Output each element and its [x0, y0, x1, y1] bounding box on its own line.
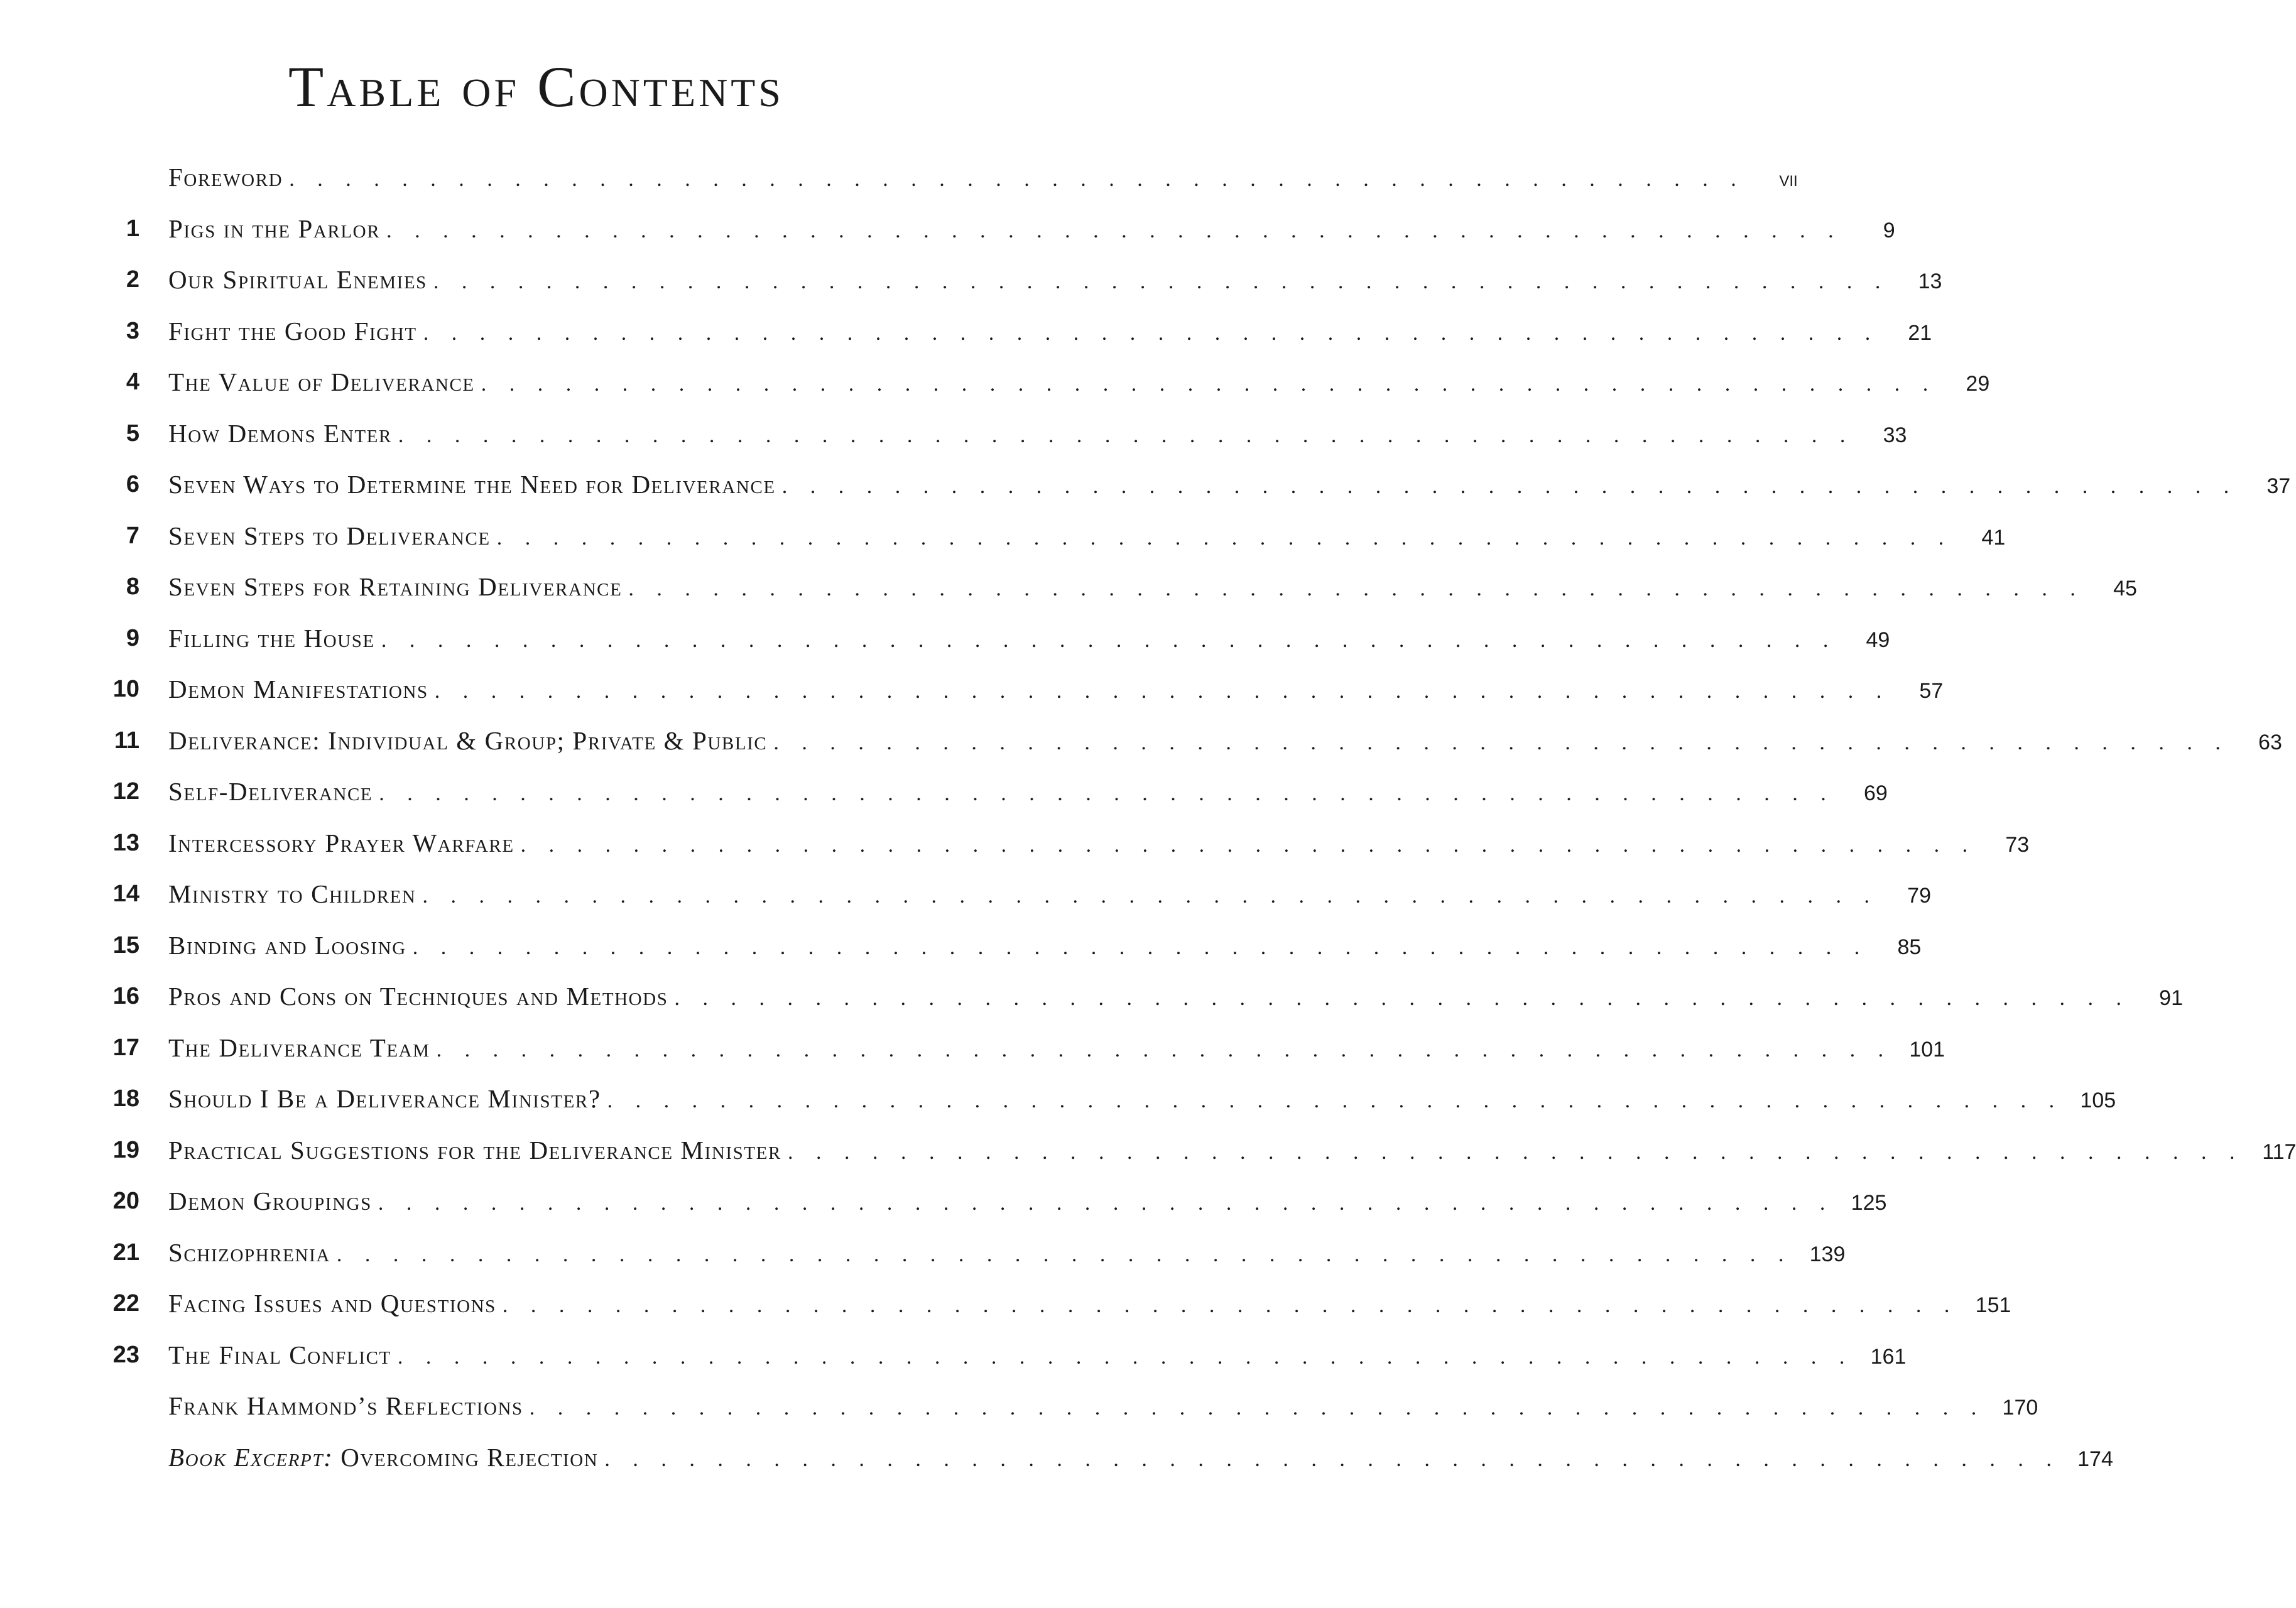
toc-entry-chapter-15 — [0, 924, 1922, 975]
dot-leader: . . . . . . . . . . . . . . . . . . . . . . . . . . . . . . . . . . . . . . . . . . . . . . . . . . . . — [674, 987, 2130, 1010]
toc-entry-chapter-19 — [0, 1129, 2296, 1180]
chapter-title: Seven Ways to Determine the Need for Deliverance — [168, 470, 776, 499]
chapter-title: Our Spiritual Enemies — [168, 265, 427, 294]
toc-entry-chapter-18 — [0, 1077, 2116, 1129]
dot-leader: . . . . . . . . . . . . . . . . . . . . . . . . . . . . . . . . . . . . . . . . . . . . . . . . . . . . — [422, 884, 1878, 908]
dot-leader: . . . . . . . . . . . . . . . . . . . . . . . . . . . . . . . . . . . . . . . . . . . . . . . . . . . . — [604, 1447, 2060, 1471]
dot-leader: . . . . . . . . . . . . . . . . . . . . . . . . . . . . . . . . . . . . . . . . . . . . . . . . . . . . — [607, 1089, 2064, 1112]
toc-entry-book-excerpt — [0, 1436, 2113, 1487]
chapter-title: Schizophrenia — [168, 1237, 330, 1267]
chapter-title: Self-Deliverance — [168, 777, 373, 806]
chapter-number: 19 — [112, 1136, 139, 1163]
chapter-title: Ministry to Children — [168, 879, 416, 908]
page-number: 105 — [2080, 1089, 2116, 1112]
chapter-title: Intercessory Prayer Warfare — [168, 828, 514, 857]
page-number: 45 — [2113, 577, 2137, 600]
dot-leader: . . . . . . . . . . . . . . . . . . . . . . . . . . . . . . . . . . . . . . . . . . . . . . . . . . . . — [336, 1242, 1793, 1266]
toc-entry-chapter-21 — [0, 1231, 1846, 1283]
page-number: 151 — [1975, 1293, 2011, 1317]
chapter-title: Deliverance: Individual & Group; Private & Public — [168, 725, 768, 755]
page-number: 49 — [1866, 627, 1890, 652]
chapter-title: The Final Conflict — [168, 1340, 391, 1369]
toc-entry-chapter-20 — [0, 1180, 1887, 1231]
chapter-title: Fight the Good Fight — [168, 316, 417, 345]
chapter-title: Should I Be a Deliverance Minister? — [168, 1084, 601, 1113]
dot-leader: . . . . . . . . . . . . . . . . . . . . . . . . . . . . . . . . . . . . . . . . . . . . . . . . . . . . — [773, 731, 2229, 754]
toc-entry-chapter-12 — [0, 770, 1888, 822]
toc-entry-foreword — [0, 156, 1798, 207]
page-number: 79 — [1907, 884, 1931, 908]
chapter-title: Seven Steps to Deliverance — [168, 521, 491, 550]
toc-entry-chapter-9 — [0, 617, 1890, 668]
toc-entry-chapter-17 — [0, 1026, 1945, 1078]
toc-entry-chapter-3 — [0, 310, 1932, 361]
page-number: 139 — [1809, 1242, 1846, 1266]
table-of-contents — [0, 156, 2296, 1487]
page-number: 85 — [1897, 935, 1922, 959]
dot-leader: . . . . . . . . . . . . . . . . . . . . . . . . . . . . . . . . . . . . . . . . . . . . . . . . . . . . — [423, 321, 1880, 345]
chapter-number: 8 — [126, 573, 139, 600]
page-number: 33 — [1883, 423, 1907, 447]
dot-leader: . . . . . . . . . . . . . . . . . . . . . . . . . . . . . . . . . . . . . . . . . . . . . . . . . . . . — [628, 577, 2084, 600]
toc-entry-chapter-5 — [0, 412, 1907, 464]
excerpt-title: Overcoming Rejection — [340, 1442, 599, 1472]
chapter-number: 11 — [114, 727, 139, 754]
dot-leader: . . . . . . . . . . . . . . . . . . . . . . . . . . . . . . . . . . . . . . . . . . . . . . . . . . . . — [436, 1038, 1893, 1062]
toc-entry-chapter-4 — [0, 361, 1990, 412]
chapter-number: 5 — [126, 420, 139, 447]
dot-leader: . . . . . . . . . . . . . . . . . . . . . . . . . . . . . . . . . . . . . . . . . . . . . . . . . . . . — [412, 935, 1869, 959]
chapter-title: Binding and Loosing — [168, 930, 406, 960]
page-number: 57 — [1919, 679, 1944, 703]
chapter-number: 7 — [126, 522, 139, 549]
chapter-number: 16 — [112, 983, 139, 1009]
dot-leader: . . . . . . . . . . . . . . . . . . . . . . . . . . . . . . . . . . . . . . . . . . . . . . . . . . . . — [379, 782, 1835, 805]
chapter-number: 2 — [126, 266, 139, 293]
dot-leader: . . . . . . . . . . . . . . . . . . . . . . . . . . . . . . . . . . . . . . . . . . . . . . . . . . . . — [397, 1345, 1854, 1369]
toc-entry-chapter-13 — [0, 822, 2030, 873]
dot-leader: . . . . . . . . . . . . . . . . . . . . . . . . . . . . . . . . . . . . . . . . . . . . . . . . . . . . — [496, 526, 1953, 550]
page-number: 41 — [1981, 525, 2006, 550]
page-number: 91 — [2159, 986, 2183, 1010]
chapter-number: 14 — [112, 881, 139, 907]
page-number: 101 — [1909, 1037, 1945, 1062]
page-number: 63 — [2258, 730, 2282, 754]
dot-leader: . . . . . . . . . . . . . . . . . . . . . . . . . . . . . . . . . . . . . . . . . . . . . . . . . . . . — [398, 423, 1854, 447]
dot-leader: . . . . . . . . . . . . . . . . . . . . . . . . . . . . . . . . . . . . . . . . . . . . . . . . . . . . — [381, 628, 1837, 652]
toc-entry-chapter-22 — [0, 1282, 2011, 1334]
toc-entry-chapter-10 — [0, 668, 1944, 719]
page-number: 117 — [2262, 1139, 2296, 1164]
page-number: vii — [1779, 167, 1798, 191]
chapter-title: Facing Issues and Questions — [168, 1289, 496, 1318]
chapter-number: 12 — [112, 778, 139, 805]
chapter-number: 13 — [112, 829, 139, 856]
chapter-title: Pros and Cons on Techniques and Methods — [168, 982, 668, 1011]
toc-entry-chapter-7 — [0, 514, 2006, 566]
page-number: 69 — [1863, 781, 1888, 805]
page-number: 29 — [1966, 372, 1990, 396]
chapter-title: The Value of Deliverance — [168, 367, 475, 396]
chapter-title: Foreword — [168, 163, 283, 192]
toc-entry-chapter-11 — [0, 719, 2282, 771]
chapter-title — [168, 1442, 604, 1472]
chapter-number: 3 — [126, 317, 139, 344]
dot-leader: . . . . . . . . . . . . . . . . . . . . . . . . . . . . . . . . . . . . . . . . . . . . . . . . . . . . — [434, 680, 1891, 703]
dot-leader: . . . . . . . . . . . . . . . . . . . . . . . . . . . . . . . . . . . . . . . . . . . . . . . . . . . . — [529, 1396, 1986, 1420]
chapter-number: 1 — [126, 215, 139, 242]
dot-leader: . . . . . . . . . . . . . . . . . . . . . . . . . . . . . . . . . . . . . . . . . . . . . . . . . . . . — [386, 219, 1842, 242]
page-number: 125 — [1851, 1191, 1887, 1215]
page-number: 37 — [2266, 474, 2291, 498]
chapter-title: Demon Manifestations — [168, 675, 428, 704]
chapter-number: 23 — [112, 1341, 139, 1368]
chapter-number: 17 — [112, 1034, 139, 1061]
toc-entry-chapter-16 — [0, 975, 2183, 1026]
page-number: 73 — [2005, 832, 2030, 857]
dot-leader: . . . . . . . . . . . . . . . . . . . . . . . . . . . . . . . . . . . . . . . . . . . . . . . . . . . . — [289, 168, 1745, 191]
chapter-title: The Deliverance Team — [168, 1033, 430, 1062]
chapter-number: 6 — [126, 471, 139, 497]
dot-leader: . . . . . . . . . . . . . . . . . . . . . . . . . . . . . . . . . . . . . . . . . . . . . . . . . . . . — [481, 372, 1937, 396]
page-number: 21 — [1908, 320, 1932, 345]
page-number: 9 — [1883, 218, 1895, 242]
chapter-number: 18 — [112, 1085, 139, 1112]
dot-leader: . . . . . . . . . . . . . . . . . . . . . . . . . . . . . . . . . . . . . . . . . . . . . . . . . . . . — [433, 270, 1890, 293]
dot-leader: . . . . . . . . . . . . . . . . . . . . . . . . . . . . . . . . . . . . . . . . . . . . . . . . . . . . — [781, 475, 2238, 498]
toc-entry-chapter-23 — [0, 1334, 1907, 1385]
page-number: 13 — [1918, 269, 1942, 293]
page-number: 161 — [1870, 1344, 1907, 1369]
page-number: 170 — [2002, 1396, 2038, 1420]
chapter-number: 4 — [126, 369, 139, 395]
toc-entry-chapter-6 — [0, 463, 2291, 514]
chapter-title: Filling the House — [168, 623, 375, 653]
dot-leader: . . . . . . . . . . . . . . . . . . . . . . . . . . . . . . . . . . . . . . . . . . . . . . . . . . . . — [520, 833, 1977, 857]
toc-entry-chapter-2 — [0, 258, 1942, 310]
chapter-title: Practical Suggestions for the Deliverance Minister — [168, 1135, 781, 1165]
chapter-number: 10 — [112, 676, 139, 702]
toc-entry-chapter-1 — [0, 207, 1895, 259]
chapter-number: 9 — [126, 624, 139, 651]
dot-leader: . . . . . . . . . . . . . . . . . . . . . . . . . . . . . . . . . . . . . . . . . . . . . . . . . . . . — [378, 1192, 1834, 1215]
toc-entry-chapter-14 — [0, 872, 1931, 924]
chapter-title: Pigs in the Parlor — [168, 214, 381, 243]
chapter-title: Demon Groupings — [168, 1187, 372, 1215]
chapter-title: Frank Hammond’s Reflections — [168, 1391, 523, 1420]
page-title: Table of Contents — [288, 55, 784, 119]
chapter-number: 20 — [112, 1188, 139, 1214]
page-number: 174 — [2077, 1447, 2113, 1471]
chapter-title: Seven Steps for Retaining Deliverance — [168, 572, 623, 601]
excerpt-prefix: Book Excerpt: — [168, 1442, 334, 1472]
dot-leader: . . . . . . . . . . . . . . . . . . . . . . . . . . . . . . . . . . . . . . . . . . . . . . . . . . . . — [787, 1140, 2244, 1164]
chapter-title: How Demons Enter — [168, 418, 392, 448]
chapter-number: 22 — [112, 1290, 139, 1317]
toc-entry-chapter-8 — [0, 565, 2137, 617]
dot-leader: . . . . . . . . . . . . . . . . . . . . . . . . . . . . . . . . . . . . . . . . . . . . . . . . . . . . — [502, 1294, 1959, 1317]
chapter-number: 21 — [112, 1239, 139, 1266]
chapter-number: 15 — [112, 932, 139, 959]
toc-entry-reflections — [0, 1384, 2038, 1436]
